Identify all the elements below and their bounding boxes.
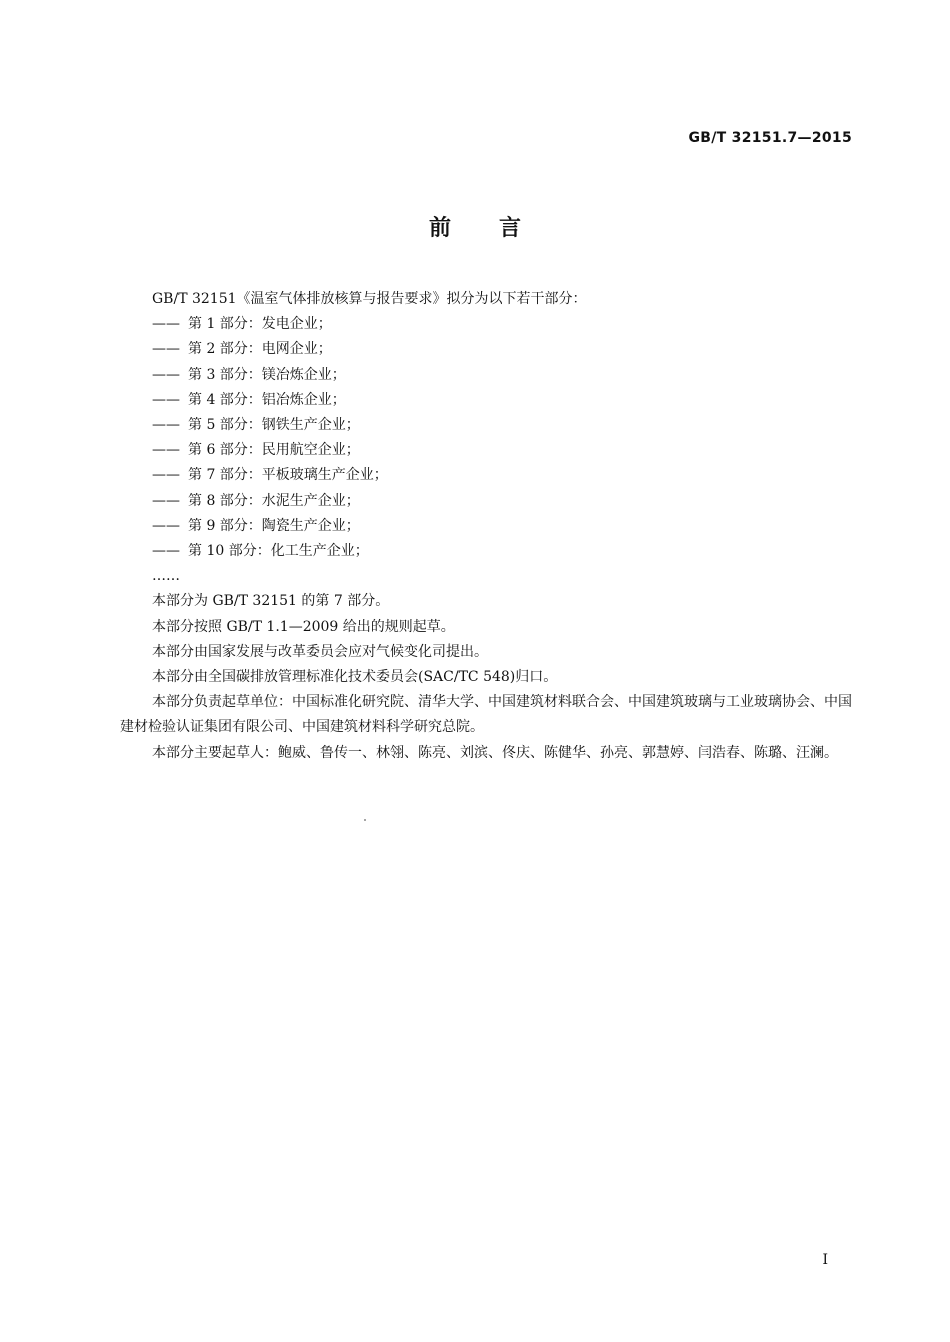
list-item bbox=[120, 312, 855, 337]
part-text: 第 7 部分：平板玻璃生产企业； bbox=[188, 467, 388, 484]
scan-speck bbox=[364, 819, 366, 821]
dash: —— bbox=[152, 341, 180, 358]
dash: —— bbox=[152, 543, 180, 560]
part-text: 第 2 部分：电网企业； bbox=[188, 341, 332, 358]
part-text: 第 10 部分：化工生产企业； bbox=[188, 543, 369, 560]
list-item bbox=[120, 337, 855, 362]
ellipsis: …… bbox=[152, 568, 180, 585]
list-item bbox=[120, 514, 855, 539]
part-text: 第 3 部分：镁冶炼企业； bbox=[188, 366, 346, 383]
page-number: I bbox=[822, 1252, 828, 1268]
part-text: 第 5 部分：钢铁生产企业； bbox=[188, 417, 360, 434]
list-item bbox=[120, 413, 855, 438]
list-item bbox=[120, 388, 855, 413]
list-item bbox=[120, 489, 855, 514]
foreword-body bbox=[120, 287, 855, 766]
drafting-rules: 本部分按照 GB/T 1.1—2009 给出的规则起草。 bbox=[152, 618, 455, 635]
dash: —— bbox=[152, 366, 180, 383]
part-text: 第 9 部分：陶瓷生产企业； bbox=[188, 517, 360, 534]
part-text: 第 1 部分：发电企业； bbox=[188, 316, 332, 333]
part-text: 第 6 部分：民用航空企业； bbox=[188, 442, 360, 459]
standard-code: GB/T 32151.7—2015 bbox=[688, 130, 852, 146]
drafting-units: 本部分负责起草单位：中国标准化研究院、清华大学、中国建筑材料联合会、中国建筑玻璃与工业玻璃协会、中国建材检验认证集团有限公司、中国建筑材料科学研究总院。 bbox=[120, 694, 852, 736]
dash: —— bbox=[152, 391, 180, 408]
dash: —— bbox=[152, 442, 180, 459]
parts-list bbox=[120, 312, 855, 564]
committee: 本部分由全国碳排放管理标准化技术委员会(SAC/TC 548)归口。 bbox=[152, 669, 558, 686]
dash: —— bbox=[152, 316, 180, 333]
list-item bbox=[120, 363, 855, 388]
dash: —— bbox=[152, 517, 180, 534]
list-item bbox=[120, 539, 855, 564]
part-statement: 本部分为 GB/T 32151 的第 7 部分。 bbox=[152, 593, 390, 610]
page-title: 前言 bbox=[428, 216, 569, 241]
list-item bbox=[120, 438, 855, 463]
part-text: 第 8 部分：水泥生产企业； bbox=[188, 492, 360, 509]
proposer: 本部分由国家发展与改革委员会应对气候变化司提出。 bbox=[152, 643, 488, 660]
dash: —— bbox=[152, 492, 180, 509]
list-item bbox=[120, 463, 855, 488]
dash: —— bbox=[152, 417, 180, 434]
part-text: 第 4 部分：铝冶炼企业； bbox=[188, 391, 346, 408]
dash: —— bbox=[152, 467, 180, 484]
drafters: 本部分主要起草人：鲍威、鲁传一、林翎、陈亮、刘滨、佟庆、陈健华、孙亮、郭慧婷、闫浩春、陈璐、汪澜。 bbox=[152, 744, 838, 761]
intro-paragraph: GB/T 32151《温室气体排放核算与报告要求》拟分为以下若干部分： bbox=[152, 291, 587, 307]
